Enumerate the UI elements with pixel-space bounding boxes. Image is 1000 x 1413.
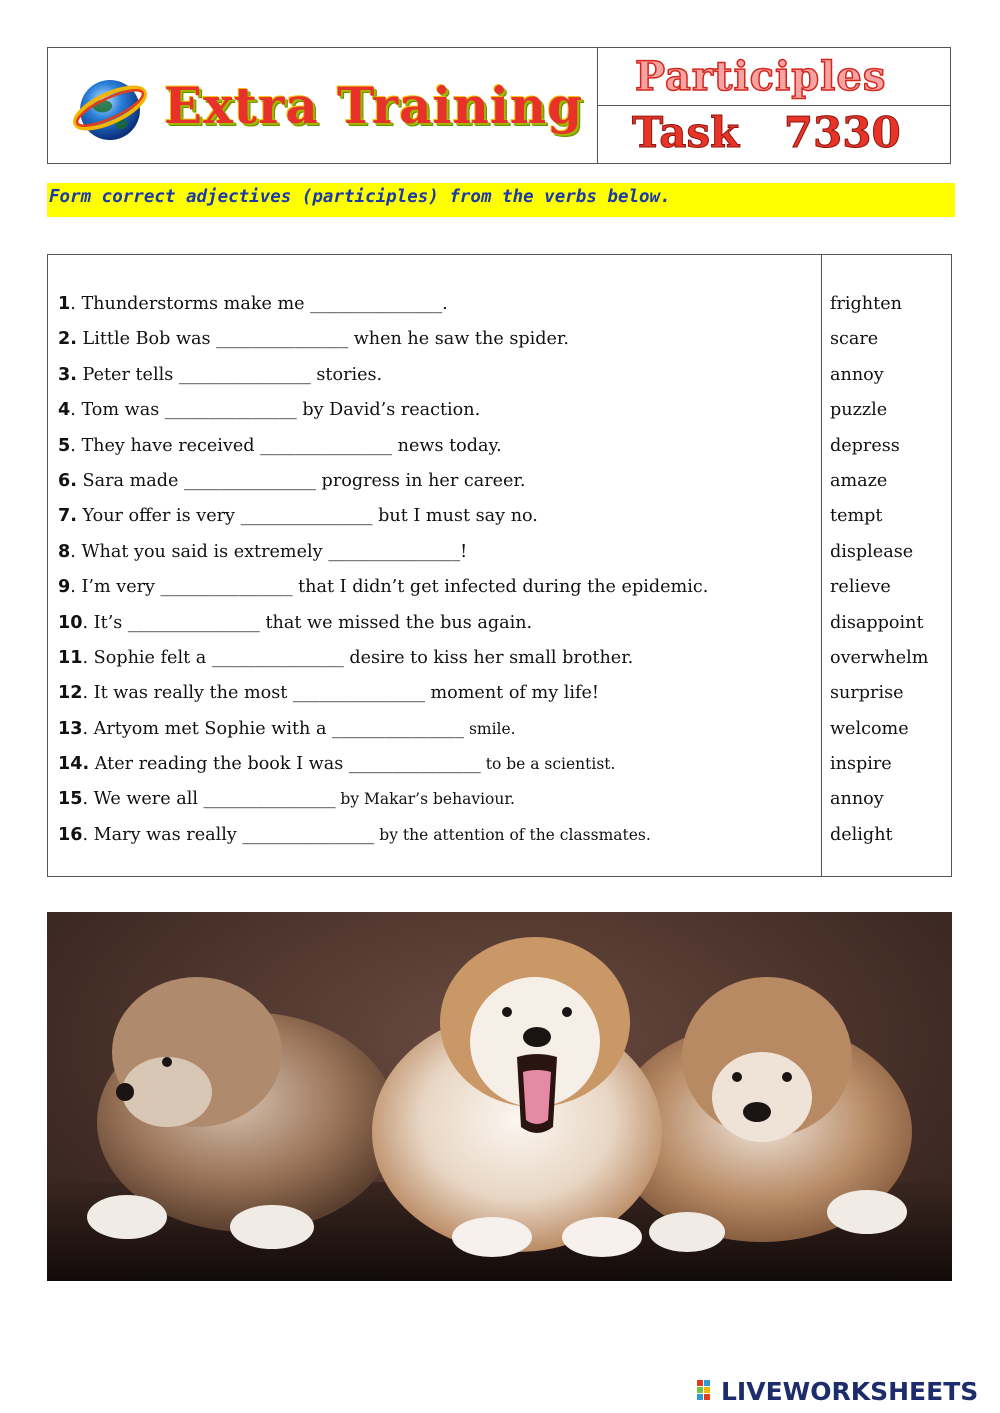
- exercise-number: 3.: [58, 364, 77, 385]
- liveworksheets-text: LIVEWORKSHEETS: [721, 1377, 979, 1406]
- exercise-separator: .: [82, 683, 94, 704]
- base-verb: amaze: [830, 470, 888, 491]
- base-verb: disappoint: [830, 612, 924, 633]
- exercise-sentence: [58, 287, 448, 322]
- exercise-separator: .: [70, 577, 82, 598]
- exercise-number: 9: [58, 577, 71, 598]
- exercise-separator: .: [82, 612, 94, 633]
- task-cell: [598, 106, 950, 163]
- exercise-row: [48, 287, 951, 322]
- exercise-number: 8: [58, 541, 71, 562]
- exercise-row: [48, 499, 951, 534]
- base-verb: tempt: [830, 506, 883, 527]
- topic-title: Participles: [635, 53, 887, 100]
- exercise-row: [48, 641, 951, 676]
- exercise-row: [48, 535, 951, 570]
- exercise-separator: .: [70, 435, 82, 456]
- exercise-text-tail: to be a scientist.: [480, 755, 616, 774]
- exercise-text: We were all _______________: [93, 789, 336, 810]
- exercise-text: Your offer is very _______________ but I must say no.: [82, 506, 538, 527]
- instruction-banner: [47, 183, 955, 217]
- puppies-photo: [47, 912, 952, 1281]
- exercise-separator: .: [70, 294, 82, 314]
- exercise-sentence: [58, 818, 651, 853]
- exercise-number: 6.: [58, 470, 77, 491]
- task-number: Task 7330: [632, 108, 901, 157]
- exercise-number: 7.: [58, 506, 77, 527]
- exercise-text: Thunderstorms make me _______________.: [81, 294, 448, 314]
- exercise-separator: .: [70, 400, 82, 421]
- exercise-text: Tom was _______________ by David’s reaction.: [81, 400, 481, 421]
- exercise-sentence: [58, 641, 633, 676]
- exercise-sentence: [58, 606, 532, 641]
- header-box: [47, 47, 951, 164]
- exercise-text-tail: by Makar’s behaviour.: [335, 790, 515, 809]
- exercise-separator: .: [82, 824, 94, 845]
- exercise-text: Mary was really _______________: [93, 824, 375, 845]
- exercise-number: 14.: [58, 754, 90, 775]
- exercise-number: 2.: [58, 329, 77, 350]
- exercise-text: Artyom met Sophie with a _______________: [93, 718, 465, 739]
- base-verb: annoy: [830, 364, 884, 385]
- exercise-number: 15: [58, 789, 83, 810]
- globe-icon: [70, 68, 150, 148]
- exercise-text: It was really the most _______________ moment of my life!: [93, 683, 599, 704]
- exercise-sentence: [58, 464, 526, 499]
- exercise-separator: .: [82, 647, 94, 668]
- brand-title: Extra Training: [164, 76, 584, 135]
- exercise-text: Peter tells _______________ stories.: [82, 364, 383, 385]
- exercise-sentence: [58, 429, 502, 464]
- exercise-sentence: [58, 358, 382, 393]
- base-verb: welcome: [830, 718, 909, 739]
- exercise-row: [48, 782, 951, 817]
- exercise-sentence: [58, 570, 708, 605]
- exercise-sentence: [58, 782, 515, 817]
- exercise-sentence: [58, 393, 480, 428]
- exercise-text: Sophie felt a _______________ desire to kiss her small brother.: [93, 647, 634, 668]
- brand-panel: [48, 48, 598, 163]
- exercise-row: [48, 358, 951, 393]
- exercise-separator: .: [82, 789, 94, 810]
- topic-cell: [598, 48, 950, 106]
- exercise-row: [48, 570, 951, 605]
- exercise-sentence: [58, 322, 569, 357]
- exercise-number: 13: [58, 718, 83, 739]
- exercise-table: [47, 254, 952, 877]
- exercise-number: 16: [58, 824, 83, 845]
- exercise-text-tail: by the attention of the classmates.: [374, 825, 651, 844]
- exercise-number: 1: [58, 294, 71, 314]
- base-verb: frighten: [830, 294, 902, 314]
- exercise-text: Little Bob was _______________ when he saw the spider.: [82, 329, 570, 350]
- exercise-sentence: [58, 535, 467, 570]
- exercise-row: [48, 712, 951, 747]
- exercise-number: 4: [58, 400, 71, 421]
- base-verb: puzzle: [830, 400, 888, 421]
- exercise-text-tail: smile.: [464, 719, 516, 738]
- base-verb: inspire: [830, 754, 892, 775]
- base-verb: relieve: [830, 577, 891, 598]
- exercise-rows: [48, 287, 951, 853]
- exercise-number: 11: [58, 647, 83, 668]
- liveworksheets-logo: [697, 1377, 978, 1407]
- exercise-sentence: [58, 747, 615, 782]
- exercise-separator: .: [70, 541, 82, 562]
- exercise-number: 5: [58, 435, 71, 456]
- exercise-row: [48, 606, 951, 641]
- base-verb: overwhelm: [830, 647, 929, 668]
- exercise-row: [48, 676, 951, 711]
- exercise-row: [48, 393, 951, 428]
- exercise-row: [48, 322, 951, 357]
- base-verb: delight: [830, 824, 893, 845]
- exercise-sentence: [58, 712, 516, 747]
- exercise-text: Ater reading the book I was _______________: [94, 754, 481, 775]
- base-verb: depress: [830, 435, 900, 456]
- exercise-sentence: [58, 676, 599, 711]
- exercise-text: It’s _______________ that we missed the bus again.: [93, 612, 533, 633]
- exercise-number: 12: [58, 683, 83, 704]
- exercise-sentence: [58, 499, 538, 534]
- base-verb: surprise: [830, 683, 904, 704]
- exercise-row: [48, 818, 951, 853]
- liveworksheets-mark-icon: [697, 1378, 719, 1404]
- exercise-text: What you said is extremely _______________!: [81, 541, 468, 562]
- exercise-row: [48, 464, 951, 499]
- exercise-number: 10: [58, 612, 83, 633]
- base-verb: annoy: [830, 789, 884, 810]
- exercise-row: [48, 747, 951, 782]
- puppies-illustration: [47, 912, 952, 1281]
- exercise-row: [48, 429, 951, 464]
- exercise-text: I’m very _______________ that I didn’t get infected during the epidemic.: [81, 577, 709, 598]
- base-verb: scare: [830, 329, 879, 350]
- base-verb: displease: [830, 541, 914, 562]
- exercise-separator: .: [82, 718, 94, 739]
- exercise-text: Sara made _______________ progress in her career.: [82, 470, 526, 491]
- exercise-text: They have received _______________ news today.: [81, 435, 502, 456]
- instruction-text: Form correct adjectives (participles) from the verbs below.: [49, 187, 671, 207]
